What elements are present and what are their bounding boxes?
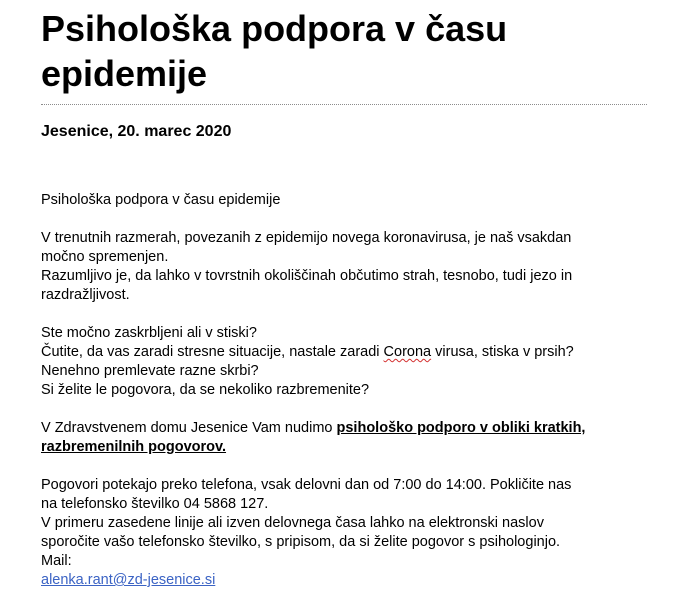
offer-paragraph [41, 419, 647, 457]
page-title-line-2: epidemije [41, 53, 208, 94]
article-subtitle: Psihološka podpora v času epidemije [41, 192, 281, 208]
title-divider [41, 104, 647, 105]
dateline: Jesenice, 20. marec 2020 [41, 123, 232, 140]
question-chest-start: Čutite, da vas zaradi stresne situacije, nastale zaradi [41, 344, 384, 360]
paragraph-feelings-line-1: Razumljivo je, da lahko v tovrstnih okoliščinah občutimo strah, tesnobo, tudi jezo in [41, 268, 573, 284]
offer-highlight-line-1: psihološko podporo v obliki kratkih, [336, 420, 586, 436]
paragraph-intro-line-1: V trenutnih razmerah, povezanih z epidemijo novega koronavirusa, je naš vsakdan [41, 230, 572, 246]
questions-block [41, 324, 647, 400]
paragraph-feelings-line-2: razdražljivost. [41, 287, 130, 303]
question-worried: Ste močno zaskrbljeni ali v stiski? [41, 325, 257, 341]
page-title [41, 6, 647, 96]
paragraph-intro-line-2: močno spremenjen. [41, 249, 169, 265]
paragraph-intro [41, 229, 647, 305]
contact-paragraph [41, 476, 647, 590]
busy-info-line-2: sporočite vašo telefonsko številko, s pripisom, da si želite pogovor s psihologinjo. [41, 534, 561, 550]
offer-prefix: V Zdravstvenem domu Jesenice Vam nudimo [41, 420, 337, 436]
page-title-line-1: Psihološka podpora v času [41, 8, 508, 49]
email-link[interactable]: alenka.rant@zd-jesenice.si [41, 572, 216, 588]
mail-label: Mail: [41, 553, 72, 569]
offer-highlight-line-2: razbremenilnih pogovorov. [41, 439, 227, 455]
article-body [41, 191, 647, 590]
question-talk: Si želite le pogovora, da se nekoliko razbremenite? [41, 382, 370, 398]
question-chest [41, 344, 574, 360]
call-info-line-2: na telefonsko številko 04 5868 127. [41, 496, 269, 512]
busy-info-line-1: V primeru zasedene linije ali izven delovnega časa lahko na elektronski naslov [41, 515, 544, 531]
question-chest-end: virusa, stiska v prsih? [431, 344, 574, 360]
call-info-line-1: Pogovori potekajo preko telefona, vsak delovni dan od 7:00 do 14:00. Pokličite nas [41, 477, 572, 493]
question-worries: Nenehno premlevate razne skrbi? [41, 363, 259, 379]
spellcheck-word: Corona [383, 344, 432, 360]
